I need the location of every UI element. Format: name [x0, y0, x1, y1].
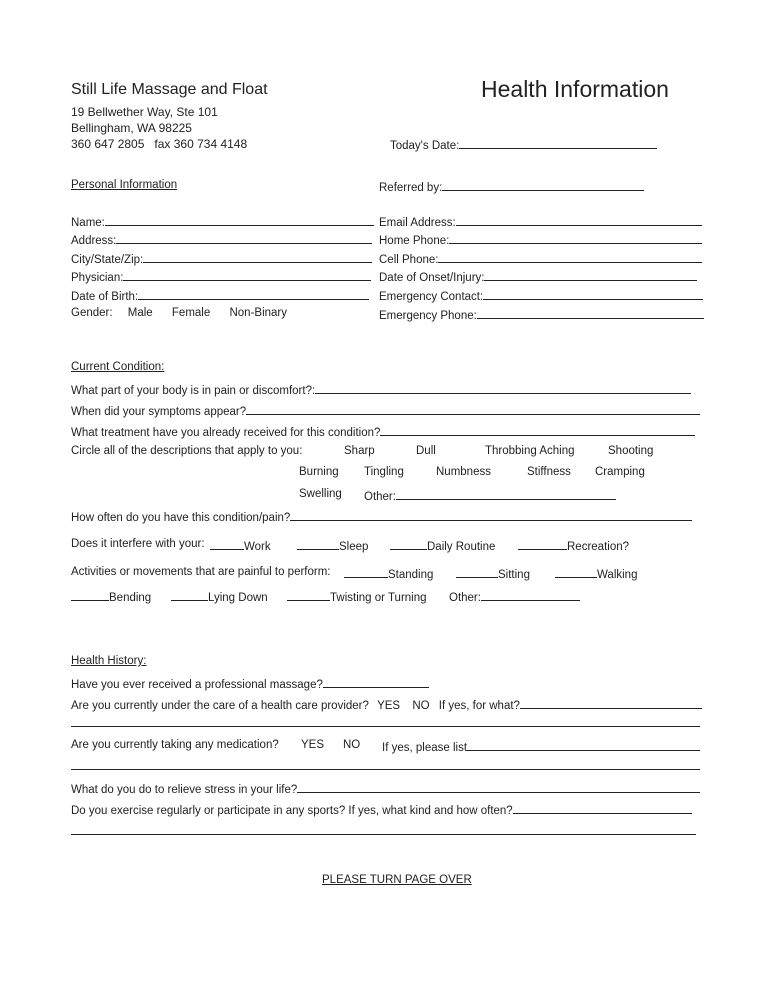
descriptor-other-blank[interactable]: [396, 488, 616, 500]
exercise-question[interactable]: [71, 802, 692, 817]
personal-info-heading: Personal Information: [71, 179, 178, 191]
descriptor-throbbing-aching[interactable]: Throbbing Aching: [485, 445, 575, 457]
home-phone-field[interactable]: [379, 232, 702, 247]
body-part-label: What part of your body is in pain or discomfort?:: [71, 385, 316, 397]
activity-lying-down[interactable]: [171, 589, 268, 604]
care-provider-if-yes-label: If yes, for what?: [438, 700, 520, 712]
activity-standing-label: Standing: [388, 569, 434, 581]
emergency-phone-label: Emergency Phone:: [379, 310, 477, 322]
form-title: Health Information: [481, 76, 669, 102]
descriptor-other-field[interactable]: [364, 488, 616, 503]
interfere-sleep-blank[interactable]: [297, 538, 339, 550]
turn-page-notice: PLEASE TURN PAGE OVER: [322, 874, 472, 886]
activity-standing[interactable]: [344, 566, 433, 581]
referred-by-blank[interactable]: [442, 179, 644, 191]
current-condition-heading: Current Condition:: [71, 361, 165, 373]
home-phone-label: Home Phone:: [379, 235, 450, 247]
emergency-phone-blank[interactable]: [477, 307, 704, 319]
medication-blank[interactable]: [467, 739, 700, 751]
gender-option-female[interactable]: Female: [171, 307, 211, 319]
business-name: Still Life Massage and Float: [71, 81, 268, 98]
cell-phone-field[interactable]: [379, 251, 702, 266]
activity-bending-label: Bending: [109, 592, 152, 604]
email-label: Email Address:: [379, 217, 456, 229]
physician-blank[interactable]: [123, 269, 371, 281]
emergency-phone-field[interactable]: [379, 307, 704, 322]
circle-descriptions-label: Circle all of the descriptions that apply to you:: [71, 445, 303, 457]
activity-lying-down-label: Lying Down: [208, 592, 268, 604]
gender-option-non-binary[interactable]: Non-Binary: [229, 307, 287, 319]
interfere-work[interactable]: [210, 538, 271, 553]
how-often-question[interactable]: [71, 509, 692, 524]
interfere-recreation-blank[interactable]: [518, 538, 567, 550]
activities-label: Activities or movements that are painful to perform:: [71, 566, 331, 578]
activity-twisting-turning-blank[interactable]: [287, 589, 330, 601]
activity-lying-down-blank[interactable]: [171, 589, 208, 601]
descriptor-numbness[interactable]: Numbness: [436, 466, 491, 478]
cell-phone-blank[interactable]: [438, 251, 702, 263]
symptoms-blank[interactable]: [246, 403, 700, 415]
how-often-label: How often do you have this condition/pain?: [71, 512, 291, 524]
gender-option-male[interactable]: Male: [127, 307, 153, 319]
symptoms-label: When did your symptoms appear?: [71, 406, 247, 418]
activity-twisting-turning-label: Twisting or Turning: [330, 592, 427, 604]
activity-sitting-blank[interactable]: [456, 566, 498, 578]
gender-row: [71, 307, 287, 319]
interfere-daily-routine-blank[interactable]: [390, 538, 427, 550]
date-of-birth-field[interactable]: [71, 288, 369, 303]
care-provider-yes[interactable]: YES: [377, 700, 401, 712]
business-address-line1: 19 Bellwether Way, Ste 101: [71, 105, 218, 119]
email-field[interactable]: [379, 214, 702, 229]
referred-by-label: Referred by:: [379, 182, 443, 194]
activity-bending-blank[interactable]: [71, 589, 109, 601]
date-of-onset-label: Date of Onset/Injury:: [379, 272, 485, 284]
name-blank[interactable]: [105, 214, 374, 226]
date-of-onset-blank[interactable]: [484, 269, 697, 281]
activity-sitting-label: Sitting: [498, 569, 530, 581]
descriptor-sharp[interactable]: Sharp: [344, 445, 375, 457]
activity-sitting[interactable]: [456, 566, 530, 581]
date-of-birth-blank[interactable]: [138, 288, 369, 300]
treatment-blank[interactable]: [380, 424, 695, 436]
exercise-blank[interactable]: [513, 802, 692, 814]
exercise-extra-line[interactable]: [71, 834, 696, 835]
health-history-heading: Health History:: [71, 655, 147, 667]
treatment-question[interactable]: [71, 424, 695, 439]
stress-label: What do you do to relieve stress in your life?: [71, 784, 298, 796]
business-address-line2: Bellingham, WA 98225: [71, 121, 192, 135]
descriptor-tingling[interactable]: Tingling: [364, 466, 404, 478]
todays-date-blank[interactable]: [459, 137, 657, 149]
medication-label: Are you currently taking any medication?: [71, 739, 279, 751]
interfere-sleep[interactable]: [297, 538, 368, 553]
city-state-zip-field[interactable]: [71, 251, 372, 266]
physician-field[interactable]: [71, 269, 371, 284]
care-provider-no[interactable]: NO: [412, 700, 430, 712]
activity-walking-blank[interactable]: [555, 566, 597, 578]
address-label: Address:: [71, 235, 117, 247]
care-provider-blank[interactable]: [520, 697, 702, 709]
business-phone-fax: 360 647 2805 fax 360 734 4148: [71, 137, 248, 151]
interfere-sleep-label: Sleep: [339, 541, 369, 553]
interfere-daily-routine-label: Daily Routine: [427, 541, 496, 553]
todays-date-field[interactable]: [390, 137, 657, 152]
date-of-onset-field[interactable]: [379, 269, 697, 284]
date-of-birth-label: Date of Birth:: [71, 291, 139, 303]
activity-walking-label: Walking: [597, 569, 638, 581]
emergency-contact-field[interactable]: [379, 288, 703, 303]
medication-if-yes-label: If yes, please list: [382, 742, 468, 754]
body-part-blank[interactable]: [315, 382, 691, 394]
descriptor-other-label: Other:: [364, 491, 396, 503]
descriptor-swelling[interactable]: Swelling: [299, 488, 342, 500]
care-provider-question: [71, 697, 702, 712]
massage-blank[interactable]: [323, 676, 429, 688]
email-blank[interactable]: [456, 214, 702, 226]
interfere-work-blank[interactable]: [210, 538, 244, 550]
gender-label: Gender:: [71, 307, 113, 319]
stress-blank[interactable]: [297, 781, 700, 793]
activity-other-field[interactable]: [449, 589, 580, 604]
massage-question[interactable]: [71, 676, 429, 691]
activity-twisting-turning[interactable]: [287, 589, 427, 604]
interfere-work-label: Work: [244, 541, 271, 553]
interfere-recreation[interactable]: [518, 538, 629, 553]
address-field[interactable]: [71, 232, 372, 247]
referred-by-field[interactable]: [379, 179, 644, 194]
address-blank[interactable]: [116, 232, 372, 244]
physician-label: Physician:: [71, 272, 124, 284]
interfere-daily-routine[interactable]: [390, 538, 495, 553]
descriptor-stiffness[interactable]: Stiffness: [527, 466, 571, 478]
city-state-zip-blank[interactable]: [143, 251, 372, 263]
symptoms-question[interactable]: [71, 403, 700, 418]
home-phone-blank[interactable]: [449, 232, 702, 244]
how-often-blank[interactable]: [290, 509, 692, 521]
exercise-label: Do you exercise regularly or participate in any sports? If yes, what kind and how often?: [71, 805, 513, 817]
activity-walking[interactable]: [555, 566, 637, 581]
medication-list-field[interactable]: [382, 739, 700, 754]
medication-extra-line[interactable]: [71, 769, 700, 770]
city-state-zip-label: City/State/Zip:: [71, 254, 144, 266]
interfere-label: Does it interfere with your:: [71, 538, 205, 550]
name-label: Name:: [71, 217, 105, 229]
activity-bending[interactable]: [71, 589, 151, 604]
body-part-question[interactable]: [71, 382, 691, 397]
care-provider-extra-line[interactable]: [71, 726, 700, 727]
medication-no[interactable]: NO: [343, 739, 361, 751]
stress-question[interactable]: [71, 781, 700, 796]
treatment-label: What treatment have you already received for this condition?: [71, 427, 381, 439]
descriptor-dull[interactable]: Dull: [416, 445, 436, 457]
descriptor-shooting[interactable]: Shooting: [608, 445, 654, 457]
interfere-recreation-label: Recreation?: [567, 541, 630, 553]
cell-phone-label: Cell Phone:: [379, 254, 439, 266]
care-provider-label: Are you currently under the care of a health care provider?: [71, 700, 369, 712]
activity-standing-blank[interactable]: [344, 566, 388, 578]
activity-other-label: Other:: [449, 592, 481, 604]
descriptor-burning[interactable]: Burning: [299, 466, 339, 478]
descriptor-cramping[interactable]: Cramping: [595, 466, 645, 478]
todays-date-label: Today's Date:: [390, 140, 460, 152]
name-field[interactable]: [71, 214, 374, 229]
activity-other-blank[interactable]: [481, 589, 580, 601]
massage-label: Have you ever received a professional massage?: [71, 679, 323, 691]
medication-yes[interactable]: YES: [301, 739, 325, 751]
emergency-contact-blank[interactable]: [483, 288, 703, 300]
emergency-contact-label: Emergency Contact:: [379, 291, 484, 303]
